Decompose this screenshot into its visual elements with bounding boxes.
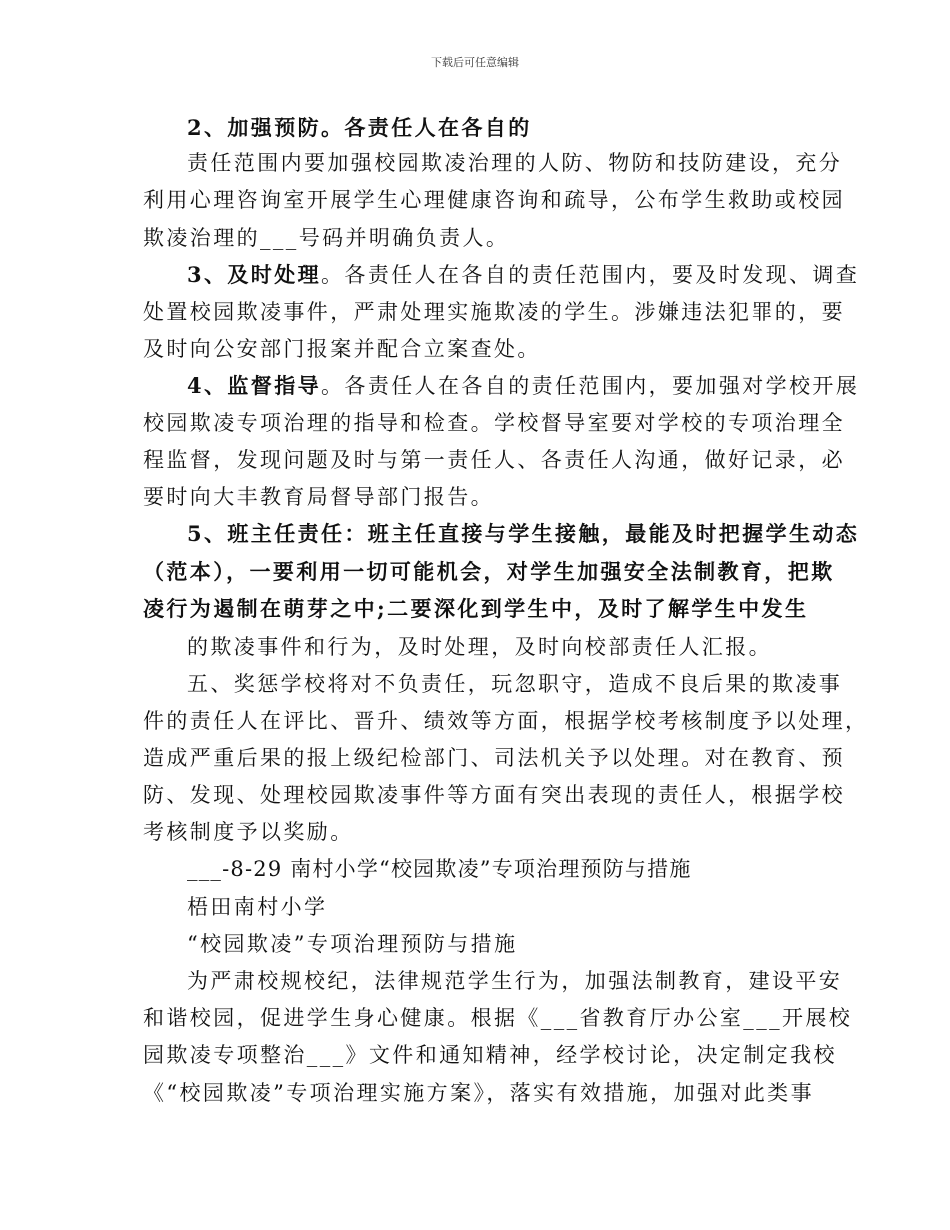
line-text: ___-8-29 南村小学“校园欺凌”专项治理预防与措施 bbox=[187, 857, 692, 881]
text-line bbox=[187, 970, 842, 992]
text-line bbox=[143, 412, 845, 434]
line-text: 五、奖惩学校将对不负责任，玩忽职守，造成不良后果的欺凌事 bbox=[187, 672, 843, 696]
text-line bbox=[187, 523, 859, 545]
line-text: 为严肃校规校纪，法律规范学生行为，加强法制教育，建设平安 bbox=[187, 969, 843, 993]
line-text: 梧田南村小学 bbox=[187, 895, 328, 919]
line-text: 校园欺凌专项治理的指导和检查。学校督导室要对学校的专项治理全 bbox=[143, 411, 845, 435]
line-text: 园欺凌专项整治___》文件和通知精神，经学校讨论，决定制定我校 bbox=[143, 1043, 837, 1067]
line-text: 欺凌治理的___号码并明确负责人。 bbox=[143, 226, 510, 250]
line-heading: 3、及时处理 bbox=[187, 262, 322, 287]
text-line bbox=[143, 561, 835, 583]
line-text: “校园欺凌”专项治理预防与措施 bbox=[187, 932, 518, 956]
text-line bbox=[187, 636, 772, 658]
text-line bbox=[143, 1082, 814, 1104]
text-line bbox=[187, 896, 327, 918]
line-text: 要时向大丰教育局督导部门报告。 bbox=[143, 485, 494, 509]
text-line bbox=[143, 1044, 837, 1066]
text-line bbox=[187, 858, 692, 880]
line-text: 造成严重后果的报上级纪检部门、司法机关予以处理。对在教育、预 bbox=[143, 746, 845, 770]
line-text: 利用心理咨询室开展学生心理健康咨询和疏导，公布学生救助或校园 bbox=[143, 188, 845, 212]
text-line bbox=[143, 784, 845, 806]
line-heading: 5、班主任责任：班主任直接与学生接触，最能及时把握学生动态 bbox=[187, 521, 860, 546]
line-text: 《“校园欺凌”专项治理实施方案》，落实有效措施，加强对此类事 bbox=[143, 1081, 814, 1105]
line-text: 程监督，发现问题及时与第一责任人、各责任人沟通，做好记录，必 bbox=[143, 448, 845, 472]
text-line bbox=[143, 449, 845, 471]
line-text: 的欺凌事件和行为，及时处理，及时向校部责任人汇报。 bbox=[187, 635, 772, 659]
text-line bbox=[143, 301, 845, 323]
text-line bbox=[143, 486, 494, 508]
text-line bbox=[187, 933, 517, 955]
text-line bbox=[143, 821, 354, 843]
text-line bbox=[187, 117, 532, 139]
text-line bbox=[143, 227, 509, 249]
line-heading: 凌行为遏制在萌芽之中;二要深化到学生中，及时了解学生中发生 bbox=[143, 596, 809, 621]
page-header: 下载后可任意编辑 bbox=[431, 56, 519, 69]
text-line bbox=[143, 189, 845, 211]
text-line bbox=[187, 264, 859, 286]
line-text: 处置校园欺凌事件，严肃处理实施欺凌的学生。涉嫌违法犯罪的，要 bbox=[143, 300, 845, 324]
text-line bbox=[143, 338, 541, 360]
line-text: 和谐校园，促进学生身心健康。根据《___省教育厅办公室___开展校 bbox=[143, 1006, 853, 1030]
line-heading: 4、监督指导 bbox=[187, 373, 322, 398]
line-text: 防、发现、处理校园欺凌事件等方面有突出表现的责任人，根据学校 bbox=[143, 783, 845, 807]
line-text: 及时向公安部门报案并配合立案查处。 bbox=[143, 337, 541, 361]
text-line bbox=[143, 747, 845, 769]
line-heading: 2、加强预防。各责任人在各自的 bbox=[187, 115, 532, 140]
text-line bbox=[187, 152, 842, 174]
line-text: 责任范围内要加强校园欺凌治理的人防、物防和技防建设，充分 bbox=[187, 151, 843, 175]
text-line bbox=[187, 673, 842, 695]
line-heading: （范本），一要利用一切可能机会，对学生加强安全法制教育，把欺 bbox=[143, 559, 835, 584]
text-line bbox=[143, 1007, 852, 1029]
text-line bbox=[143, 710, 868, 732]
line-text: 件的责任人在评比、晋升、绩效等方面，根据学校考核制度予以处理， bbox=[143, 709, 869, 733]
line-text: 。各责任人在各自的责任范围内，要加强对学校开展 bbox=[321, 374, 860, 398]
line-text: 考核制度予以奖励。 bbox=[143, 820, 354, 844]
text-line bbox=[187, 375, 859, 397]
line-text: 。各责任人在各自的责任范围内，要及时发现、调查 bbox=[321, 263, 860, 287]
text-line bbox=[143, 598, 808, 620]
